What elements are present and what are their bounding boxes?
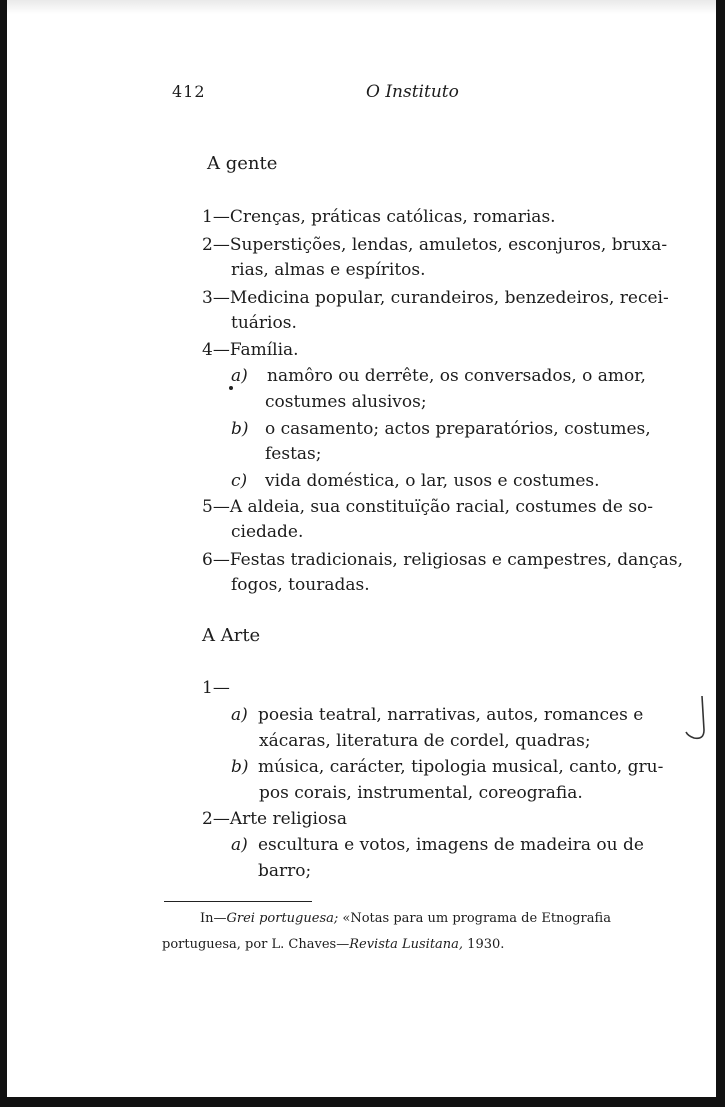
sub-item-text: o casamento; actos preparatórios, costumes,: [265, 419, 651, 439]
ink-speck: [229, 386, 233, 390]
footnote-rule: [164, 901, 312, 902]
list-item: 6—Festas tradicionais, religiosas e campestres, danças,: [202, 550, 684, 570]
sub-item-label: a): [231, 366, 248, 386]
list-item: 1—: [202, 678, 230, 698]
footnote-line-1: [200, 909, 611, 929]
sub-item-text: vida doméstica, o lar, usos e costumes.: [265, 471, 600, 491]
sub-item-text: poesia teatral, narrativas, autos, romances e: [258, 705, 644, 725]
page-top-shadow: [7, 0, 716, 14]
footnote-prefix: In—: [200, 911, 227, 926]
sub-item-label: a): [231, 835, 248, 855]
sub-item-text: namôro ou derrête, os conversados, o amor,: [267, 366, 646, 386]
text-segment: 2—Superstições, lendas, amuletos, esconjuros, bruxa-: [202, 235, 668, 255]
scan-border-bottom: [0, 1097, 725, 1107]
sub-item-label: a): [231, 705, 248, 725]
list-item-continuation: fogos, touradas.: [231, 575, 370, 595]
footnote-journal: Revista Lusitana,: [349, 937, 464, 952]
sub-item-continuation: festas;: [265, 444, 322, 464]
list-item: 3—Medicina popular, curandeiros, benzedeiros, recei-: [202, 288, 669, 308]
running-title: O Instituto: [366, 82, 459, 102]
list-item: 4—Família.: [202, 340, 299, 360]
sub-item-continuation: xácaras, literatura de cordel, quadras;: [259, 731, 591, 751]
list-item: 1—Crenças, práticas católicas, romarias.: [202, 207, 556, 227]
scan-border-right: [716, 0, 725, 1107]
footnote-line-2: [162, 935, 504, 955]
sub-item-label: b): [231, 757, 249, 777]
sub-item-continuation: barro;: [258, 861, 312, 881]
list-item-continuation: ciedade.: [231, 522, 304, 542]
list-item: 2—Arte religiosa: [202, 809, 347, 829]
page-number: 412: [172, 82, 206, 101]
sub-item-text: música, carácter, tipologia musical, canto, gru-: [258, 757, 664, 777]
list-item: 5—A aldeia, sua constituïção racial, costumes de so-: [202, 497, 654, 517]
footnote-text: «Notas para um programa de Etnografia: [338, 911, 611, 926]
section-heading-a-arte: A Arte: [202, 625, 261, 646]
list-item-continuation: tuários.: [231, 313, 297, 333]
sub-item-continuation: pos corais, instrumental, coreografia.: [259, 783, 583, 803]
sub-item-continuation: costumes alusivos;: [265, 392, 427, 412]
list-item-continuation: rias, almas e espíritos.: [231, 260, 426, 280]
footnote-work-title: Grei portuguesa;: [226, 911, 339, 926]
margin-pen-mark: [680, 694, 720, 748]
sub-item-text: escultura e votos, imagens de madeira ou de: [258, 835, 644, 855]
list-item-justified: [202, 233, 668, 257]
footnote-year: 1930.: [463, 937, 505, 952]
scan-border-left: [0, 0, 7, 1107]
section-heading-a-gente: A gente: [207, 153, 278, 174]
sub-item-label: c): [231, 471, 248, 491]
sub-item-label: b): [231, 419, 249, 439]
page-header: [0, 82, 725, 108]
footnote-text: portuguesa, por L. Chaves—: [162, 937, 350, 952]
